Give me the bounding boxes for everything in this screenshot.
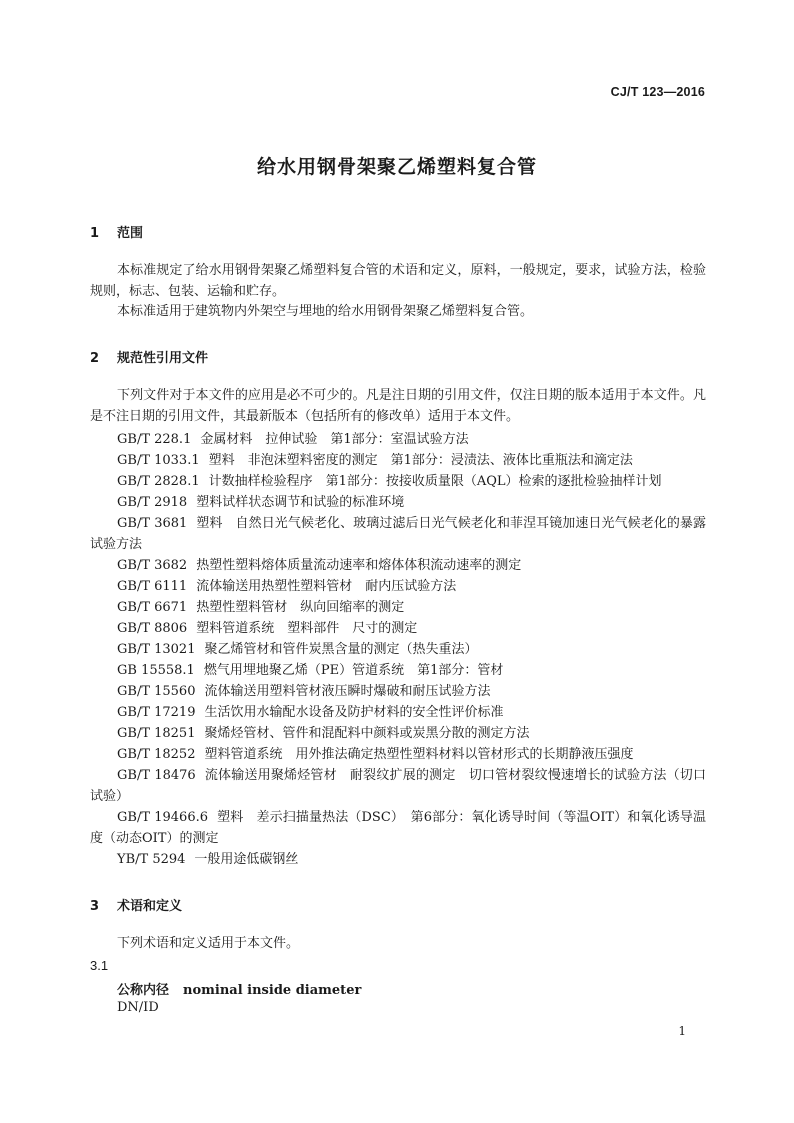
term-abbreviation: DN/ID bbox=[117, 1000, 159, 1015]
reference-title: 流体输送用塑料管材液压瞬时爆破和耐压试验方法 bbox=[204, 684, 491, 699]
reference-code: GB/T 13021 bbox=[117, 642, 196, 657]
reference-code: GB/T 19466.6 bbox=[117, 810, 209, 825]
section-3-title: 术语和定义 bbox=[117, 899, 183, 914]
reference-item bbox=[90, 850, 706, 871]
reference-title: 塑料管道系统 用外推法确定热塑性塑料材料以管材形式的长期静液压强度 bbox=[204, 747, 634, 762]
reference-item bbox=[90, 430, 706, 451]
reference-title: 塑料管道系统 塑料部件 尺寸的测定 bbox=[196, 621, 418, 636]
reference-title: 塑料 差示扫描量热法（DSC） 第6部分：氧化诱导时间（等温OIT）和氧化诱导温度（动态OIT）的测定 bbox=[90, 810, 706, 846]
reference-title: 流体输送用聚烯烃管材 耐裂纹扩展的测定 切口管材裂纹慢速增长的试验方法（切口试验） bbox=[90, 768, 706, 804]
section-1-paragraph: 本标准规定了给水用钢骨架聚乙烯塑料复合管的术语和定义，原料，一般规定，要求，试验方法，检验规则，标志、包装、运输和贮存。 bbox=[90, 263, 706, 299]
reference-code: GB 15558.1 bbox=[117, 663, 195, 678]
reference-code: GB/T 18476 bbox=[117, 768, 196, 783]
section-1-heading bbox=[90, 222, 143, 241]
section-1-number: 1 bbox=[90, 226, 100, 241]
reference-code: GB/T 1033.1 bbox=[117, 453, 200, 468]
reference-item bbox=[90, 745, 706, 766]
reference-code: GB/T 3681 bbox=[117, 516, 188, 531]
document-title: 给水用钢骨架聚乙烯塑料复合管 bbox=[256, 156, 537, 178]
reference-title: 一般用途低碳钢丝 bbox=[194, 852, 299, 867]
reference-title: 聚乙烯管材和管件炭黑含量的测定（热失重法） bbox=[204, 642, 478, 657]
reference-item bbox=[90, 619, 706, 640]
reference-item bbox=[90, 661, 706, 682]
reference-item bbox=[90, 724, 706, 745]
reference-code: GB/T 228.1 bbox=[117, 432, 192, 447]
term-name-zh: 公称内径 bbox=[117, 983, 170, 998]
reference-item bbox=[90, 682, 706, 703]
reference-code: GB/T 6111 bbox=[117, 579, 188, 594]
term-number: 3.1 bbox=[90, 958, 109, 973]
standard-code: CJ/T 123—2016 bbox=[610, 85, 705, 99]
reference-item bbox=[90, 514, 706, 555]
reference-title: 燃气用埋地聚乙烯（PE）管道系统 第1部分：管材 bbox=[203, 663, 504, 678]
reference-title: 热塑性塑料熔体质量流动速率和熔体体积流动速率的测定 bbox=[196, 558, 522, 573]
reference-code: GB/T 3682 bbox=[117, 558, 188, 573]
reference-title: 聚烯烃管材、管件和混配料中颜料或炭黑分散的测定方法 bbox=[204, 726, 530, 741]
section-3-number: 3 bbox=[90, 899, 100, 914]
section-1-paragraph: 本标准适用于建筑物内外架空与埋地的给水用钢骨架聚乙烯塑料复合管。 bbox=[117, 304, 534, 319]
section-1-title: 范围 bbox=[117, 226, 144, 241]
reference-code: GB/T 8806 bbox=[117, 621, 188, 636]
reference-item bbox=[90, 577, 706, 598]
reference-title: 热塑性塑料管材 纵向回缩率的测定 bbox=[196, 600, 405, 615]
reference-code: GB/T 17219 bbox=[117, 705, 196, 720]
reference-code: GB/T 6671 bbox=[117, 600, 188, 615]
section-3-heading bbox=[90, 895, 182, 914]
reference-title: 计数抽样检验程序 第1部分：按接收质量限（AQL）检索的逐批检验抽样计划 bbox=[208, 474, 662, 489]
reference-item bbox=[90, 556, 706, 577]
reference-code: GB/T 15560 bbox=[117, 684, 196, 699]
term-name-en: nominal inside diameter bbox=[183, 983, 362, 998]
reference-title: 塑料试样状态调节和试验的标准环境 bbox=[196, 495, 405, 510]
reference-title: 塑料 自然日光气候老化、玻璃过滤后日光气候老化和菲涅耳镜加速日光气候老化的暴露试验方法 bbox=[90, 516, 706, 552]
reference-item bbox=[90, 703, 706, 724]
section-3-intro: 下列术语和定义适用于本文件。 bbox=[117, 936, 300, 951]
reference-item bbox=[90, 472, 706, 493]
section-2-number: 2 bbox=[90, 351, 100, 366]
reference-item bbox=[90, 451, 706, 472]
term-name bbox=[117, 979, 361, 998]
reference-item bbox=[90, 640, 706, 661]
reference-title: 塑料 非泡沫塑料密度的测定 第1部分：浸渍法、液体比重瓶法和滴定法 bbox=[208, 453, 633, 468]
reference-title: 流体输送用热塑性塑料管材 耐内压试验方法 bbox=[196, 579, 457, 594]
reference-item bbox=[90, 766, 706, 807]
reference-title: 生活饮用水输配水设备及防护材料的安全性评价标准 bbox=[204, 705, 504, 720]
section-2-intro: 下列文件对于本文件的应用是必不可少的。凡是注日期的引用文件，仅注日期的版本适用于本文件。凡是不注日期的引用文件，其最新版本（包括所有的修改单）适用于本文件。 bbox=[90, 388, 706, 424]
reference-code: YB/T 5294 bbox=[117, 852, 186, 867]
reference-item bbox=[90, 598, 706, 619]
reference-code: GB/T 2828.1 bbox=[117, 474, 200, 489]
reference-item bbox=[90, 808, 706, 849]
reference-title: 金属材料 拉伸试验 第1部分：室温试验方法 bbox=[200, 432, 469, 447]
page-number: 1 bbox=[678, 1024, 686, 1038]
section-2-title: 规范性引用文件 bbox=[117, 351, 209, 366]
reference-code: GB/T 2918 bbox=[117, 495, 188, 510]
reference-item bbox=[90, 493, 706, 514]
reference-code: GB/T 18252 bbox=[117, 747, 196, 762]
section-2-heading bbox=[90, 347, 208, 366]
reference-code: GB/T 18251 bbox=[117, 726, 196, 741]
